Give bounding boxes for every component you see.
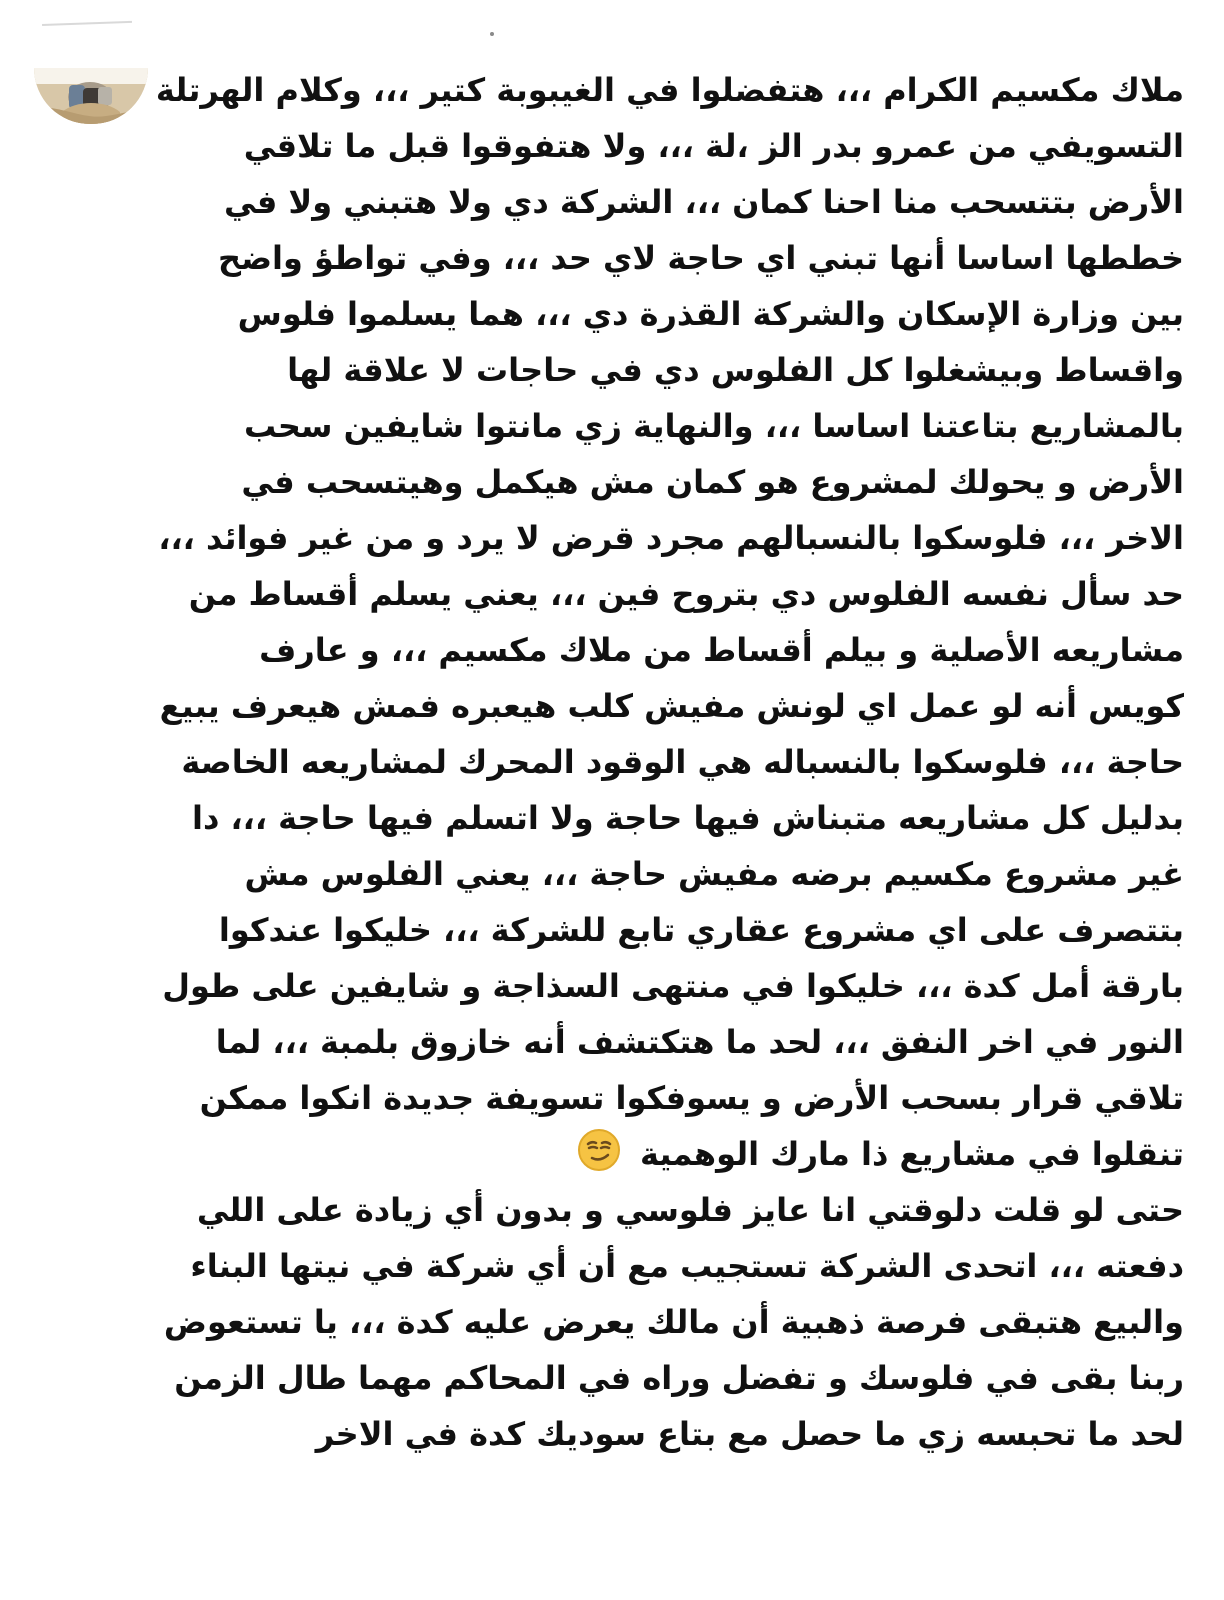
- top-edge-fragment: [42, 21, 132, 32]
- paragraph-2: حتى لو قلت دلوقتي انا عايز فلوسي و بدون أي زيادة على اللي دفعته ،،، اتحدى الشركة تستجيب مع أن أي شركة في نيتها البناء والبيع هتبقى فرصة ذهبية أن مالك يعرض عليه كدة ،،، يا تستعوض ربنا بقى في فلوسك و تفضل وراه في المحاكم مهما طال الزمن لحد ما تحبسه زي ما حصل مع بتاع سوديك كدة في الاخر: [163, 1191, 1184, 1453]
- avatar-photo-icon: [34, 68, 148, 124]
- smirking-face-emoji-icon: [577, 1128, 621, 1172]
- post-text: [154, 62, 1184, 1462]
- small-dot: [490, 32, 494, 36]
- paragraph-1-text: ملاك مكسيم الكرام ،،، هتفضلوا في الغيبوبة كتير ،،، وكلام الهرتلة التسويفي من عمرو بدر الز ،لة ،،، ولا هتفوقوا قبل ما تلاقي الأرض بتتسحب منا احنا كمان ،،، الشركة دي ولا هتبني ولا في خططها اساسا أنها تبني اي حاجة لاي حد ،،، وفي تواطؤ واضح بين وزارة الإسكان والشركة القذرة دي ،،، هما يسلموا فلوس واقساط وبيشغلوا كل الفلوس دي في حاجات لا علاقة لها بالمشاريع بتاعتنا اساسا ،،، والنهاية زي مانتوا شايفين سحب الأرض و يحولك لمشروع هو كمان مش هيكمل وهيتسحب في الاخر ،،، فلوسكوا بالنسبالهم مجرد قرض لا يرد و من غير فوائد ،،، حد سأل نفسه الفلوس دي بتروح فين ،،، يعني يسلم أقساط من مشاريعه الأصلية و بيلم أقساط من ملاك مكسيم ،،، و عارف كويس أنه لو عمل اي لونش مفيش كلب هيعبره فمش هيعرف يبيع حاجة ،،، فلوسكوا بالنسباله هي الوقود المحرك لمشاريعه الخاصة بدليل كل مشاريعه متبناش فيها حاجة ولا اتسلم فيها حاجة ،،، دا غير مشروع مكسيم برضه مفيش حاجة ،،، يعني الفلوس مش بتتصرف على اي مشروع عقاري تابع للشركة ،،، خليكوا عندكوا بارقة أمل كدة ،،، خليكوا في منتهى السذاجة و شايفين على طول النور في اخر النفق ،،، لحد ما هتكتشف أنه خازوق بلمبة ،،، لما تلاقي قرار بسحب الأرض و يسوفكوا تسويفة جديدة انكوا ممكن تنقلوا في مشاريع ذا مارك الوهمية: [155, 71, 1184, 1173]
- avatar[interactable]: [34, 68, 148, 124]
- paragraph-1: [154, 62, 1184, 1182]
